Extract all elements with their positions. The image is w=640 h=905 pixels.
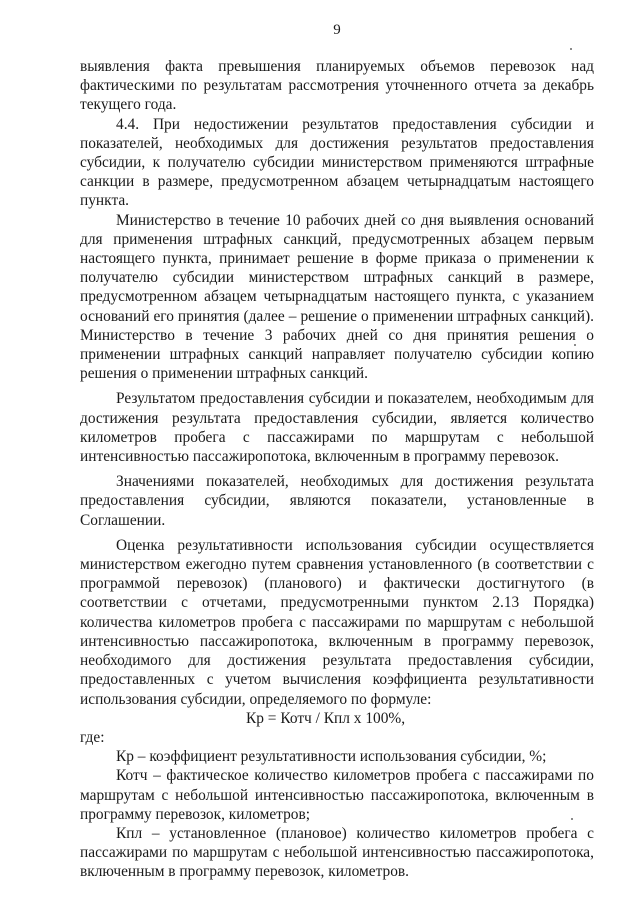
paragraph-4-4: 4.4. При недостижении результатов предоставления субсидии и показателей, необходимых для достижения результатов предоставления субсидии, к получателю субсидии министерством применяются штрафные санкции в размере, предусмотренном абзацем четырнадцатым настоящего пункта. (80, 115, 594, 210)
paragraph-subsidy-result: Результатом предоставления субсидии и показателем, необходимым для достижения результата предоставления субсидии, является количество километров пробега с пассажирами по маршрутам с небольшой интенсивностью пассажиропотока, включенным в программу перевозок. (80, 390, 594, 466)
legend-item-kotch: Котч – фактическое количество километров пробега с пассажирами по маршрутам с небольшой интенсивностью пассажиропотока, включенным в программу перевозок, километров; (80, 767, 594, 823)
document-page (80, 0, 594, 905)
scan-speck (570, 48, 572, 50)
scan-speck (571, 818, 573, 820)
scan-speck (574, 344, 576, 346)
page-number: 9 (333, 22, 341, 38)
legend-item-kr: Кр – коэффициент результативности использования субсидии, %; (116, 748, 547, 766)
formula: Кр = Котч / Кпл х 100%, (246, 709, 406, 727)
paragraph-effectiveness-assessment: Оценка результативности использования субсидии осуществляется министерством ежегодно путем сравнения установленного (в соответствии с программой перевозок) (планового) и фактически достигнутого (в соответствии с отчетами, предусмотренными пунктом 2.13 Порядка) количества километров пробега с пассажирами по маршрутам с небольшой интенсивностью пассажиропотока, включенным в программу перевозок, необходимого для достижения результата предоставления субсидии, предоставленных с учетом вычисления коэффициента результативности использования субсидии, определяемого по формуле: (80, 536, 594, 708)
paragraph-continuation: выявления факта превышения планируемых объемов перевозок над фактическими по результатам рассмотрения уточненного отчета за декабрь текущего года. (80, 58, 594, 114)
legend-where: где: (80, 728, 105, 746)
document-body (80, 57, 594, 882)
paragraph-ministry-decision: Министерство в течение 10 рабочих дней со дня выявления оснований для применения штрафных санкций, предусмотренных абзацем первым настоящего пункта, принимает решение в форме приказа о применении к получателю субсидии министерством штрафных санкций в размере, предусмотренном абзацем четырнадцатым настоящего пункта, с указанием оснований его принятия (далее – решение о применении штрафных санкций). Министерство в течение 3 рабочих дней со дня принятия решения о применении штрафных санкций направляет получателю субсидии копию решения о применении штрафных санкций. (80, 211, 594, 383)
paragraph-indicator-values: Значениями показателей, необходимых для достижения результата предоставления субсидии, являются показатели, установленные в Соглашении. (80, 473, 594, 529)
legend-item-kpl: Кпл – установленное (плановое) количество километров пробега с пассажирами по маршрутам с небольшой интенсивностью пассажиропотока, включенным в программу перевозок, километров. (80, 824, 594, 881)
